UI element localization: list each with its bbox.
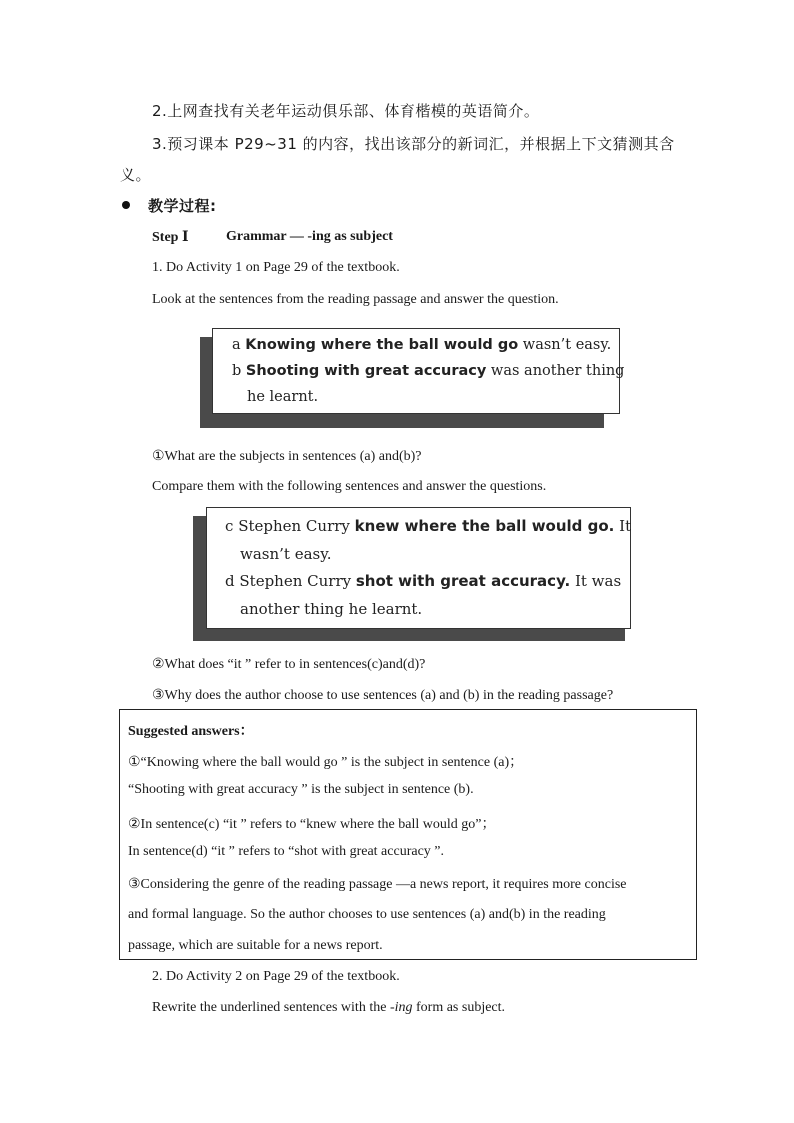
example-b-cont: he learnt. bbox=[247, 389, 319, 405]
question-2: ②What does “it ” refer to in sentences(c)and(d)? bbox=[152, 657, 426, 672]
example-a bbox=[232, 337, 611, 353]
prep-item-2: 2.上网查找有关老年运动俱乐部、体育楷模的英语简介。 bbox=[152, 102, 540, 120]
instruction-2: Compare them with the following sentences and answer the questions. bbox=[152, 479, 547, 494]
step-label: Step Ⅰ bbox=[152, 230, 189, 245]
example-predicate: shot with great accuracy. bbox=[355, 572, 571, 590]
answer-line: “Shooting with great accuracy ” is the subject in sentence (b). bbox=[128, 782, 474, 797]
example-b bbox=[232, 363, 624, 379]
instruction-3 bbox=[152, 1000, 505, 1016]
example-d-cont: another thing he learnt. bbox=[240, 600, 423, 618]
example-subject: Shooting with great accuracy bbox=[245, 363, 487, 379]
answer-line: ③Considering the genre of the reading passage —a news report, it requires more concise bbox=[128, 877, 627, 892]
question-3: ③Why does the author choose to use sentences (a) and (b) in the reading passage? bbox=[152, 688, 614, 703]
example-subject: Knowing where the ball would go bbox=[245, 337, 519, 353]
instruction-text: Rewrite the underlined sentences with the bbox=[152, 1000, 390, 1015]
example-box-1 bbox=[212, 328, 625, 414]
example-c-cont: wasn’t easy. bbox=[240, 545, 332, 563]
section-heading: 教学过程: bbox=[148, 197, 217, 215]
prep-item-3-cont: 义。 bbox=[120, 166, 152, 184]
example-letter: c bbox=[225, 517, 234, 535]
example-letter: b bbox=[232, 363, 242, 379]
activity-1: 1. Do Activity 1 on Page 29 of the textbook. bbox=[152, 260, 400, 275]
example-d bbox=[225, 572, 621, 590]
question-1: ①What are the subjects in sentences (a) and(b)? bbox=[152, 449, 422, 464]
example-box-2 bbox=[206, 507, 631, 629]
instruction-1: Look at the sentences from the reading passage and answer the question. bbox=[152, 292, 559, 307]
answer-line: ①“Knowing where the ball would go ” is the subject in sentence (a)； bbox=[128, 755, 524, 770]
example-rest: wasn’t easy. bbox=[518, 337, 612, 353]
example-rest: It was bbox=[570, 572, 622, 590]
example-letter: d bbox=[225, 572, 235, 590]
answer-line: and formal language. So the author chooses to use sentences (a) and(b) in the reading bbox=[128, 907, 606, 922]
example-rest: was another thing bbox=[486, 363, 625, 379]
answers-title: Suggested answers： bbox=[128, 724, 254, 739]
answer-line: passage, which are suitable for a news report. bbox=[128, 938, 383, 953]
instruction-text: form as subject. bbox=[412, 1000, 506, 1015]
example-pre: Stephen Curry bbox=[239, 572, 356, 590]
example-predicate: knew where the ball would go. bbox=[354, 517, 615, 535]
example-c bbox=[225, 517, 631, 535]
answers-box bbox=[119, 709, 697, 960]
bullet-icon bbox=[122, 201, 130, 209]
prep-item-3: 3.预习课本 P29~31 的内容，找出该部分的新词汇，并根据上下文猜测其含 bbox=[152, 135, 675, 153]
activity-2: 2. Do Activity 2 on Page 29 of the textbook. bbox=[152, 969, 400, 984]
answer-line: In sentence(d) “it ” refers to “shot with great accuracy ”. bbox=[128, 844, 445, 859]
instruction-em: -ing bbox=[389, 1000, 413, 1015]
answer-line: ②In sentence(c) “it ” refers to “knew where the ball would go”； bbox=[128, 817, 496, 832]
step-title: Grammar — -ing as subject bbox=[226, 229, 393, 244]
example-letter: a bbox=[232, 337, 241, 353]
example-rest: It bbox=[614, 517, 632, 535]
example-pre: Stephen Curry bbox=[238, 517, 355, 535]
